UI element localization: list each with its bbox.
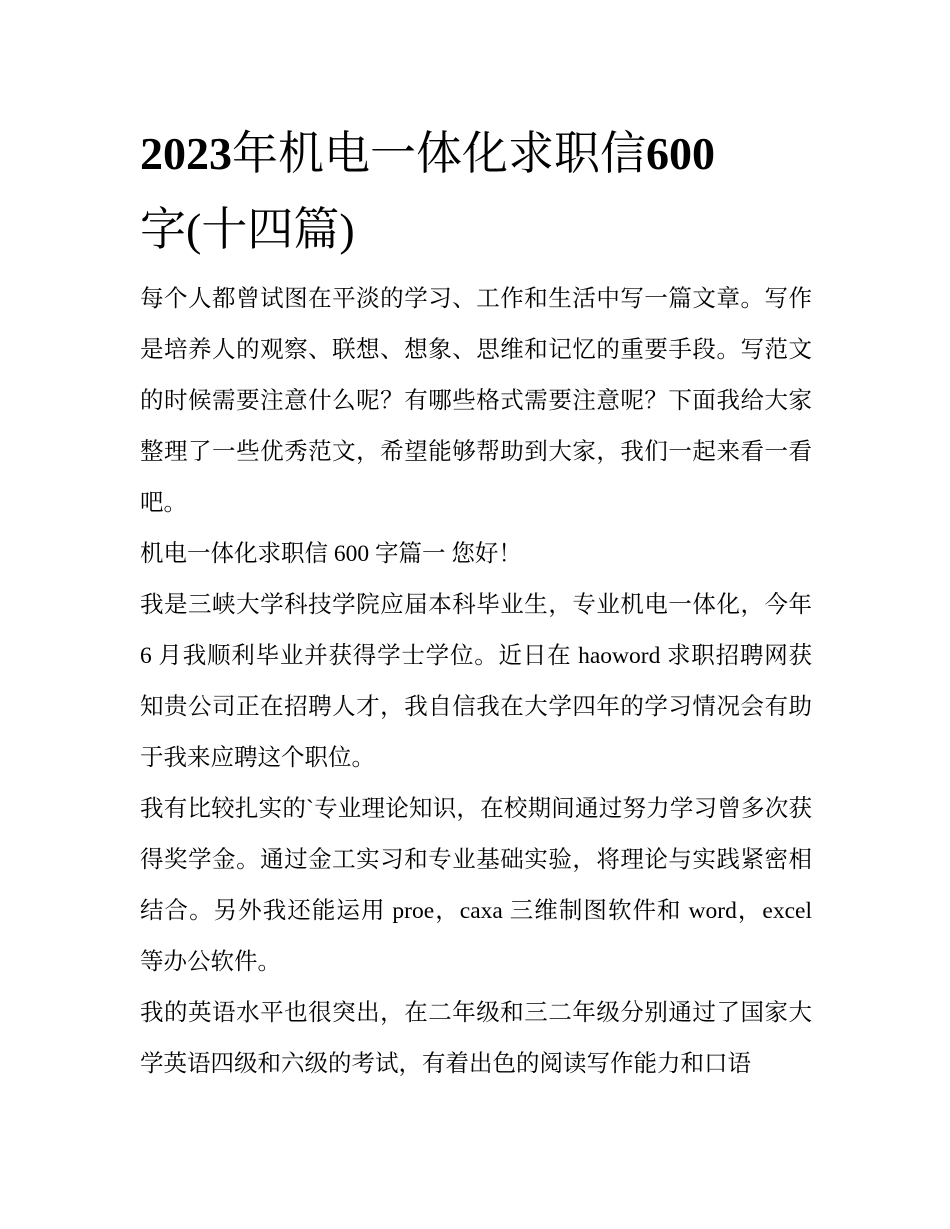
body-paragraph: 我是三峡大学科技学院应届本科毕业生，专业机电一体化，今年 6 月我顺利毕业并获得学士学位。近日在 haoword 求职招聘网获知贵公司正在招聘人才，我自信我在大学四年的学习情况会有助于我来应聘这个职位。 [140, 592, 812, 771]
title-text: 年机电一体化求职信 [232, 128, 646, 179]
document-title [140, 116, 812, 268]
body-paragraph: 我的英语水平也很突出，在二年级和三二年级分别通过了国家大学英语四级和六级的考试，有着出色的阅读写作能力和口语 [140, 1000, 812, 1077]
intro-paragraph: 每个人都曾试图在平淡的学习、工作和生活中写一篇文章。写作是培养人的观察、联想、想象、思维和记忆的重要手段。写范文的时候需要注意什么呢？有哪些格式需要注意呢？下面我给大家整理了一些优秀范文，希望能够帮助到大家，我们一起来看一看吧。 [140, 286, 812, 516]
title-suffix: 字(十四篇) [140, 204, 355, 255]
title-year: 2023 [140, 128, 232, 179]
body-paragraph: 我有比较扎实的`专业理论知识，在校期间通过努力学习曾多次获得奖学金。通过金工实习和专业基础实验，将理论与实践紧密相结合。另外我还能运用 proe，caxa 三维制图软件和 word，excel 等办公软件。 [140, 796, 812, 975]
section-heading: 机电一体化求职信 600 字篇一 您好！ [140, 541, 522, 567]
document-body [140, 116, 812, 1090]
title-number: 600 [646, 128, 715, 179]
